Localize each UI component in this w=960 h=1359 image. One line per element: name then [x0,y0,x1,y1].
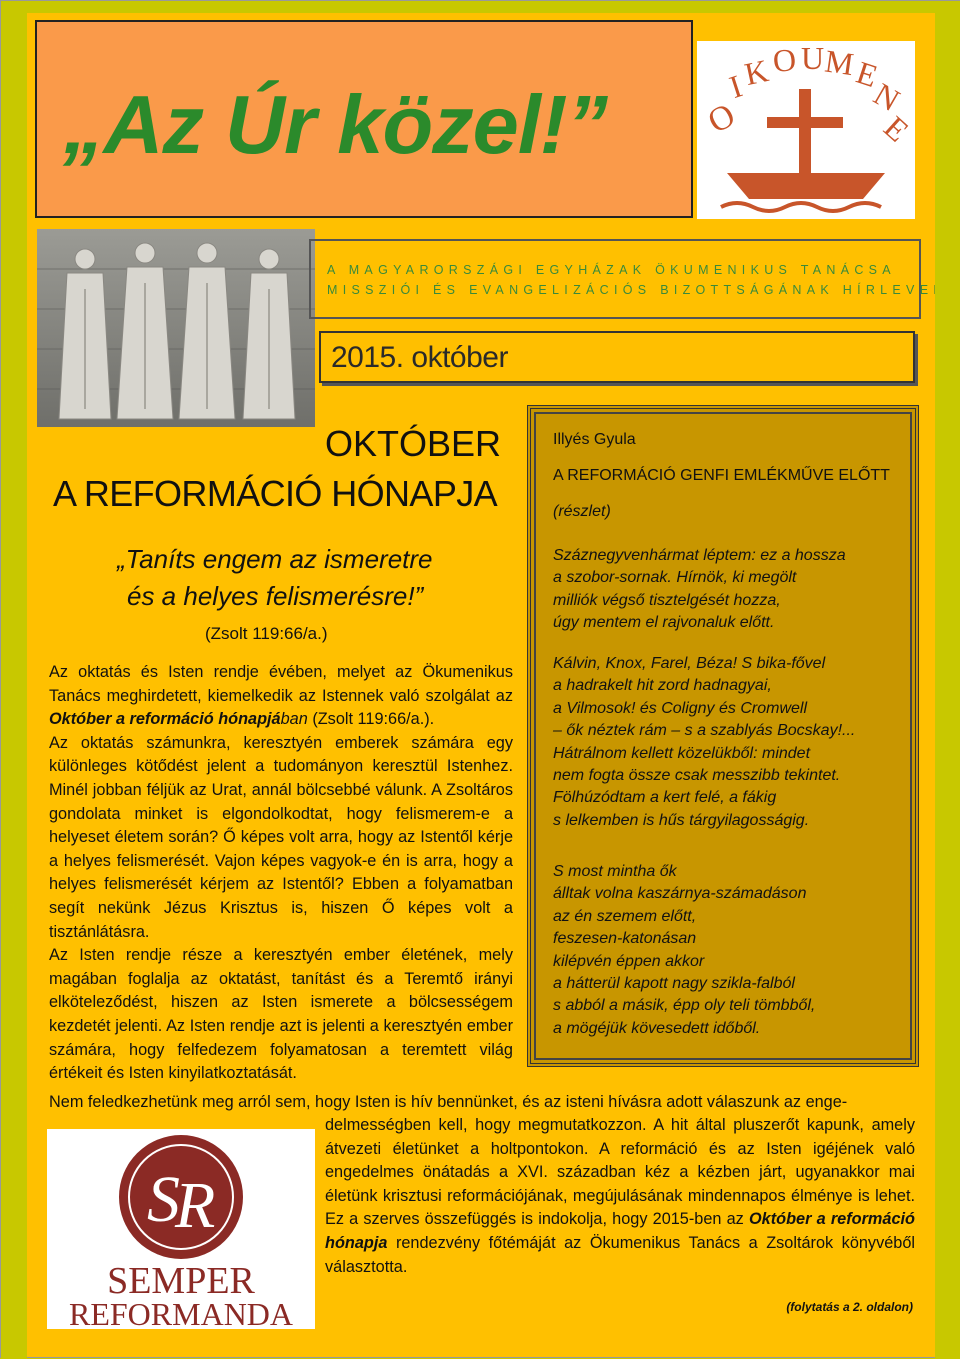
poem-stanza-1: Száznegyvenhármat léptem: ez a hossza a szobor-sornak. Hírnök, ki megölt milliók végső tisztelgését hozza, úgy mentem el rajvonaluk előtt. [553,547,846,632]
reformation-wall-photo [37,229,315,427]
svg-text:O: O [702,96,742,141]
article-body-left [49,661,513,1086]
oikoumene-logo [697,41,915,219]
publisher-line-2: MISSZIÓI ÉS EVANGELIZÁCIÓS BIZOTTSÁGÁNAK HÍRLEVELE [327,283,960,297]
issue-date: 2015. október [331,341,508,374]
svg-text:E: E [852,53,882,95]
issue-date-bar [319,331,915,383]
article-paragraph: Az Isten rendje része a keresztyén ember életének, mely magában foglalja az oktatást, tanítást és a Teremtő irányi elköteleződést, hiszen az Isten ismerete a bölcsességem kezdetét jelenti. Az Isten rendje azt is jelenti a keresztyén ember számára, hogy felfedezem folyamatosan a teremtett világ értékeit és Isten kinyilatkoztatását. [49,946,513,1083]
svg-text:I: I [725,67,747,105]
poem-title: A REFORMÁCIÓ GENFI EMLÉKMŰVE ELŐTT [553,467,890,484]
article-heading-title: A REFORMÁCIÓ HÓNAPJA [53,473,498,514]
article-body-right: delmességben kell, hogy megmutatkozzon. A hit által pluszerőt kapunk, amely átvezeti életünket a holtpontokon. A reformáció és az Isten igéjének való engedelmes önátadás a XVI. században kéz a kézben járt, ugyanakkor mai életünk krisztusi reformációjának, megújulásának mindennapos élménye is lehet. Ez a szerves összefüggés is indokolja, hogy 2015-ben az Október a reformáció hónapja rendezvény főtémáját az Ökumenikus Tanács a Zsoltárok könyvéből választotta. [325,1116,915,1276]
reformanda-text: REFORMANDA [68,1296,294,1329]
bible-quote-reference: (Zsolt 119:66/a.) [205,624,328,643]
poem-author: Illyés Gyula [553,431,636,448]
bible-quote-line-1: „Taníts engem az ismeretre [117,544,433,574]
article-body-full-line: Nem feledkezhetünk meg arról sem, hogy Isten is hív bennünket, és az isteni hívásra adott válaszunk az enge- [49,1093,848,1111]
poem-stanza-3: S most mintha ők álltak volna kaszárnya-számadáson az én szemem előtt, feszesen-katonásan kilépvén éppen akkor a hátterül kapott nagy szikla-falból s abból a másik, épp oly teli tömbből, a mögéjük kövesedett időből. [553,863,816,1037]
poem-stanza-2: Kálvin, Knox, Farel, Béza! S bika-fővel a hadrakelt hit zord hadnagyai, a Vilmosok! és Coligny és Cromwell – ők néztek rám – s a szablyás Bocskay!... Hátrálnom kellett közelükből: mindet nem fogta össze csak messzibb tekintet. Fölhúzódtam a kert felé, a fákig s lelkemben is hűs tárgyilagosságig. [553,655,856,829]
publisher-box [309,239,960,319]
bible-quote-line-2: és a helyes felismerésre!” [127,581,424,611]
svg-text:M: M [822,42,856,83]
oikoumene-logo-icon [697,41,915,219]
poem-subtitle: (részlet) [553,503,611,520]
svg-text:E: E [877,108,915,149]
publisher-line-1: A MAGYARORSZÁGI EGYHÁZAK ÖKUMENIKUS TANÁCSA [327,263,896,277]
svg-text:U: U [801,41,825,76]
continued-note: (folytatás a 2. oldalon) [786,1300,913,1314]
svg-text:S: S [147,1163,180,1236]
newsletter-title: „Az Úr közel!” [63,78,608,171]
article-paragraph: Az oktatás számunkra, keresztyén emberek számára egy különleges kötődést jelent a tudományon keresztül Istenhez. Minél jobban féljük az Urat, annál bölcsebbé válunk. A Zsoltáros gondolata minket is elgondolkodtat, hogy felismerem-e a helyeset életem során? Ő képes volt arra, hogy az Istentől kérje a helyes felismerését. Vajon képes vagyok-e én is arra, hogy a helyes felismerését kérjem az Istentől? Ebben a folyamatban segít nekünk Jézus Krisztus is, hiszen Ő képes volt a tisztánlátásra. [49,733,513,941]
semper-reformanda-logo [47,1129,315,1329]
svg-text:R: R [175,1169,216,1242]
semper-text: SEMPER [107,1260,255,1302]
svg-text:O: O [771,41,798,79]
article-heading-month: OKTÓBER [324,423,501,464]
poem-box [527,405,919,1067]
svg-text:N: N [867,75,906,119]
svg-text:K: K [741,52,772,93]
article-paragraph: Az oktatás és Isten rendje évében, melyet az Ökumenikus Tanács meghirdetett, kiemelkedik az Istennek való szolgálat az Október a reformáció hónapjában (Zsolt 119:66/a.). [49,663,513,729]
